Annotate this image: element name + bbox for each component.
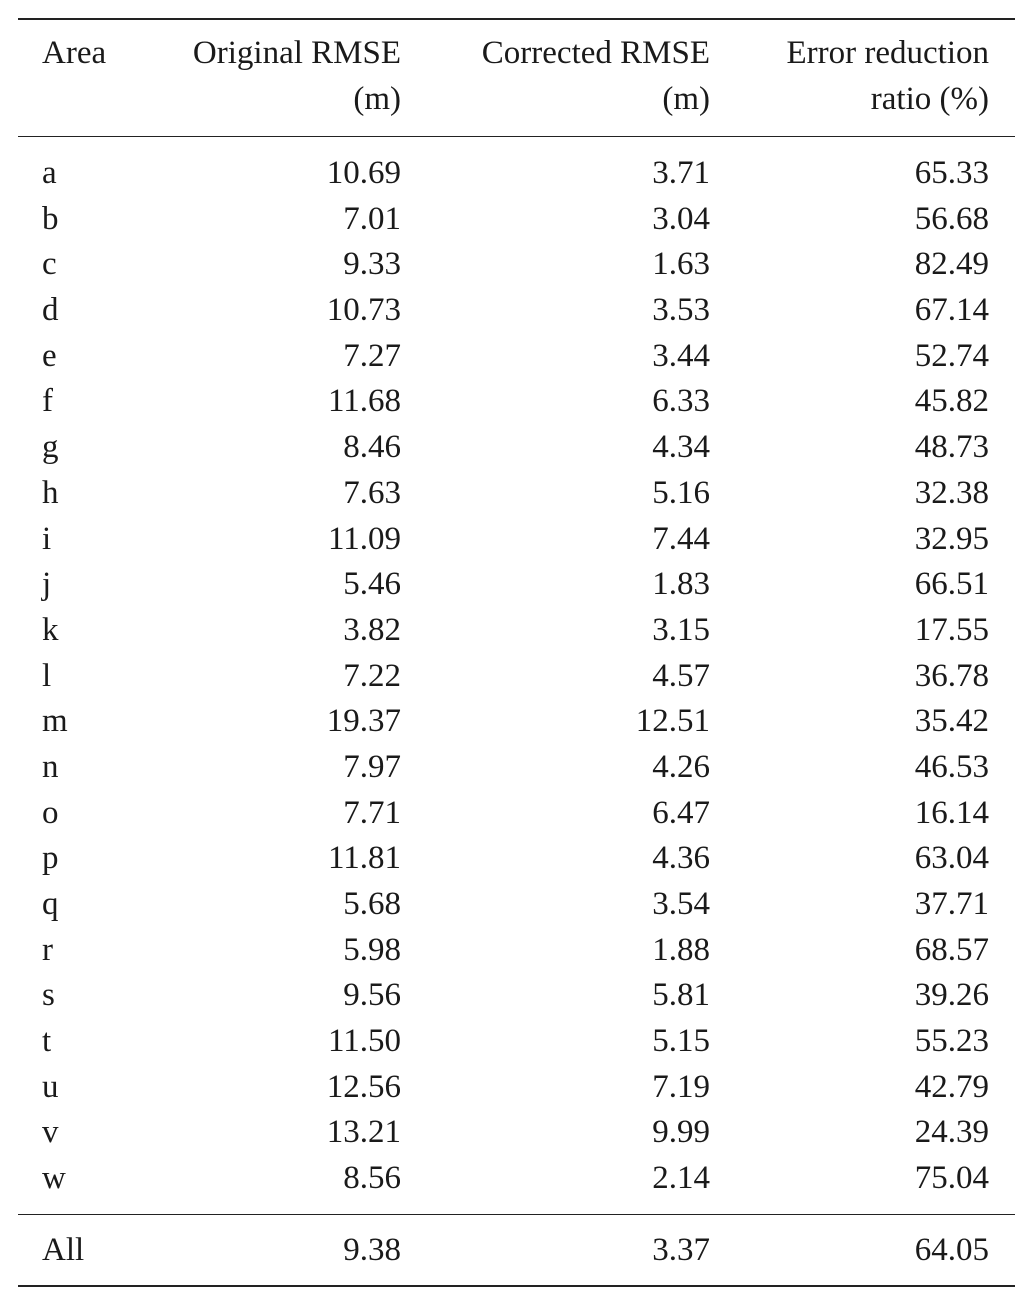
cell-error-reduction-ratio: 42.79: [914, 1068, 989, 1105]
table-row: [18, 973, 1015, 1019]
header-corrected-line2: (m): [662, 81, 710, 117]
cell-area: f: [42, 383, 53, 420]
cell-error-reduction-ratio: 64.05: [914, 1231, 989, 1268]
table-row: [18, 1156, 1015, 1202]
table-row: [18, 654, 1015, 700]
cell-area: l: [42, 657, 52, 694]
cell-error-reduction-ratio: 66.51: [914, 566, 989, 603]
cell-error-reduction-ratio: 68.57: [914, 931, 989, 968]
cell-area: n: [42, 748, 59, 785]
cell-corrected-rmse: 4.57: [652, 657, 710, 694]
cell-error-reduction-ratio: 65.33: [914, 155, 989, 191]
cell-corrected-rmse: 3.15: [652, 611, 710, 648]
cell-corrected-rmse: 7.44: [652, 520, 710, 557]
cell-original-rmse: 13.21: [326, 1114, 401, 1151]
table-row: [18, 151, 1015, 197]
cell-error-reduction-ratio: 52.74: [914, 337, 989, 374]
cell-original-rmse: 11.81: [327, 840, 401, 877]
cell-error-reduction-ratio: 24.39: [914, 1114, 989, 1151]
cell-corrected-rmse: 3.37: [652, 1231, 710, 1268]
cell-area: r: [42, 931, 53, 968]
cell-original-rmse: 5.46: [343, 566, 401, 603]
cell-original-rmse: 7.97: [343, 748, 401, 785]
cell-area: g: [42, 429, 59, 466]
cell-original-rmse: 7.71: [343, 794, 401, 831]
table-row: [18, 471, 1015, 517]
cell-area: All: [42, 1231, 85, 1268]
table-row: [18, 836, 1015, 882]
cell-error-reduction-ratio: 48.73: [914, 429, 989, 466]
cell-error-reduction-ratio: 17.55: [914, 611, 989, 648]
table-row: [18, 242, 1015, 288]
cell-original-rmse: 10.69: [326, 155, 401, 191]
cell-corrected-rmse: 4.34: [652, 429, 710, 466]
cell-original-rmse: 8.46: [343, 429, 401, 466]
bottom-rule: [18, 1285, 1015, 1287]
cell-area: b: [42, 200, 59, 237]
cell-error-reduction-ratio: 35.42: [914, 703, 989, 740]
cell-original-rmse: 11.50: [327, 1023, 401, 1060]
cell-corrected-rmse: 3.71: [652, 155, 710, 191]
table-row: [18, 928, 1015, 974]
cell-area: j: [42, 566, 52, 603]
cell-area: p: [42, 840, 59, 877]
table-row: [18, 288, 1015, 334]
cell-area: i: [42, 520, 52, 557]
cell-error-reduction-ratio: 39.26: [914, 977, 989, 1014]
rmse-table: [18, 18, 1015, 1287]
cell-error-reduction-ratio: 46.53: [914, 748, 989, 785]
cell-error-reduction-ratio: 82.49: [914, 246, 989, 283]
cell-error-reduction-ratio: 55.23: [914, 1023, 989, 1060]
cell-original-rmse: 9.56: [343, 977, 401, 1014]
cell-corrected-rmse: 6.47: [652, 794, 710, 831]
cell-area: v: [42, 1114, 59, 1151]
header-original-rmse: [193, 30, 401, 122]
table-row: [18, 562, 1015, 608]
table-row: [18, 1019, 1015, 1065]
cell-original-rmse: 5.98: [343, 931, 401, 968]
table-row: [18, 379, 1015, 425]
cell-error-reduction-ratio: 63.04: [914, 840, 989, 877]
cell-corrected-rmse: 3.44: [652, 337, 710, 374]
cell-corrected-rmse: 5.15: [652, 1023, 710, 1060]
cell-corrected-rmse: 7.19: [652, 1068, 710, 1105]
cell-original-rmse: 9.33: [343, 246, 401, 283]
cell-error-reduction-ratio: 67.14: [914, 292, 989, 329]
table-row: [18, 334, 1015, 380]
cell-error-reduction-ratio: 36.78: [914, 657, 989, 694]
cell-error-reduction-ratio: 37.71: [914, 886, 989, 922]
header-ratio-line2: ratio (%): [870, 81, 989, 117]
table-row: [18, 517, 1015, 563]
cell-original-rmse: 5.68: [343, 886, 401, 922]
cell-area: t: [42, 1023, 52, 1060]
cell-area: u: [42, 1068, 59, 1105]
table-body: [18, 137, 1015, 1214]
table-row-all: [18, 1215, 1015, 1285]
cell-original-rmse: 11.09: [327, 520, 401, 557]
cell-area: s: [42, 977, 55, 1014]
table-row: [18, 1110, 1015, 1156]
cell-area: q: [42, 886, 59, 922]
cell-corrected-rmse: 3.54: [652, 886, 710, 922]
cell-original-rmse: 7.63: [343, 474, 401, 511]
header-ratio-line1: Error reduction: [786, 35, 989, 71]
cell-corrected-rmse: 4.26: [652, 748, 710, 785]
cell-area: o: [42, 794, 59, 831]
cell-corrected-rmse: 9.99: [652, 1114, 710, 1151]
cell-area: k: [42, 611, 59, 648]
cell-corrected-rmse: 5.81: [652, 977, 710, 1014]
cell-area: a: [42, 155, 57, 191]
cell-original-rmse: 7.01: [343, 200, 401, 237]
cell-error-reduction-ratio: 16.14: [914, 794, 989, 831]
cell-corrected-rmse: 3.04: [652, 200, 710, 237]
cell-corrected-rmse: 12.51: [635, 703, 710, 740]
cell-original-rmse: 7.22: [343, 657, 401, 694]
cell-corrected-rmse: 4.36: [652, 840, 710, 877]
cell-original-rmse: 9.38: [343, 1231, 401, 1268]
header-area: Area: [42, 35, 107, 71]
cell-area: h: [42, 474, 59, 511]
header-error-reduction-ratio: [787, 30, 990, 122]
table-row: [18, 745, 1015, 791]
cell-error-reduction-ratio: 45.82: [914, 383, 989, 420]
header-original-line2: (m): [353, 81, 401, 117]
table-row: [18, 699, 1015, 745]
cell-area: e: [42, 337, 57, 374]
cell-corrected-rmse: 1.63: [652, 246, 710, 283]
table-row: [18, 1065, 1015, 1111]
cell-original-rmse: 8.56: [343, 1160, 401, 1197]
cell-original-rmse: 10.73: [326, 292, 401, 329]
cell-area: c: [42, 246, 57, 283]
cell-area: d: [42, 292, 59, 329]
cell-error-reduction-ratio: 56.68: [914, 200, 989, 237]
cell-corrected-rmse: 5.16: [652, 474, 710, 511]
cell-error-reduction-ratio: 32.95: [914, 520, 989, 557]
table-row: [18, 608, 1015, 654]
cell-original-rmse: 12.56: [326, 1068, 401, 1105]
cell-error-reduction-ratio: 75.04: [914, 1160, 989, 1197]
table-row: [18, 882, 1015, 928]
cell-corrected-rmse: 1.88: [652, 931, 710, 968]
cell-error-reduction-ratio: 32.38: [914, 474, 989, 511]
table-row: [18, 197, 1015, 243]
cell-original-rmse: 7.27: [343, 337, 401, 374]
cell-original-rmse: 19.37: [326, 703, 401, 740]
table-header: [18, 20, 1015, 136]
cell-corrected-rmse: 3.53: [652, 292, 710, 329]
cell-corrected-rmse: 1.83: [652, 566, 710, 603]
cell-area: w: [42, 1160, 66, 1197]
cell-corrected-rmse: 6.33: [652, 383, 710, 420]
table-row: [18, 425, 1015, 471]
cell-original-rmse: 3.82: [343, 611, 401, 648]
table-row: [18, 791, 1015, 837]
header-corrected-rmse: [482, 30, 710, 122]
header-original-line1: Original RMSE: [192, 35, 401, 71]
cell-corrected-rmse: 2.14: [652, 1160, 710, 1197]
header-corrected-line1: Corrected RMSE: [481, 35, 710, 71]
cell-original-rmse: 11.68: [327, 383, 401, 420]
cell-area: m: [42, 703, 68, 740]
